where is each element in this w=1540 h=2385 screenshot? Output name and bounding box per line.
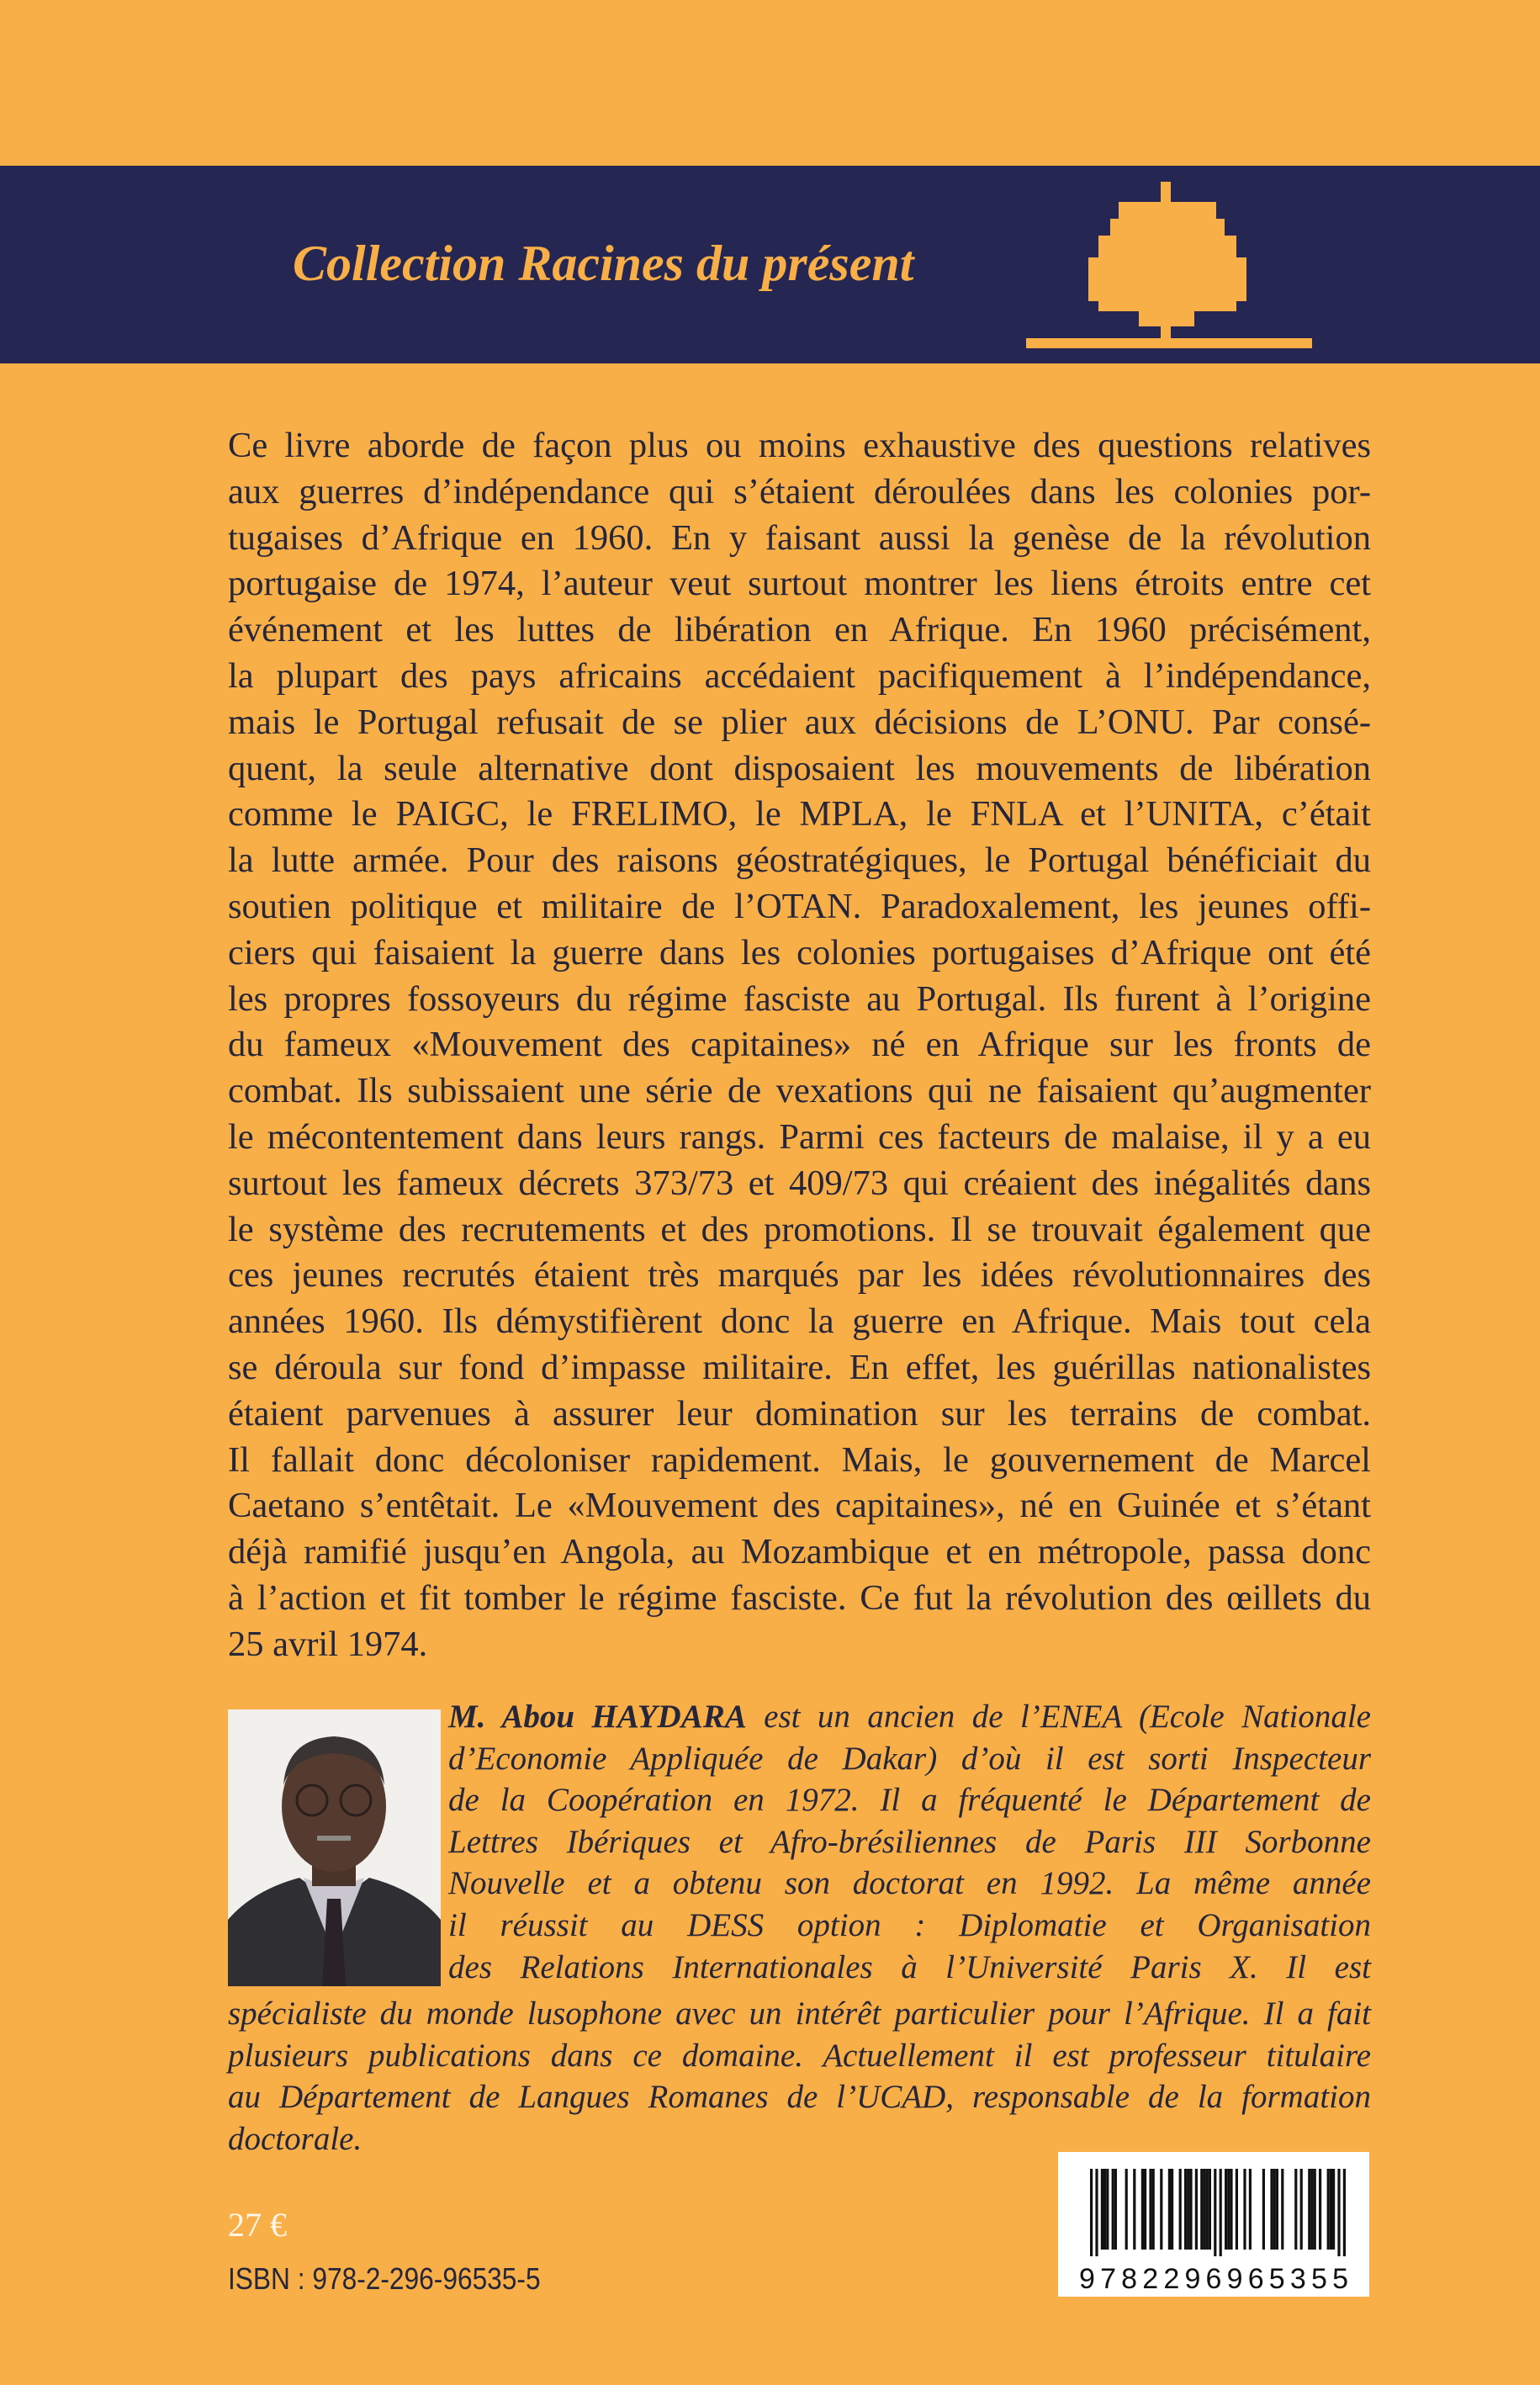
barcode-bar <box>1273 2169 1276 2250</box>
barcode-bar <box>1281 2169 1283 2250</box>
text-line: doctorale. <box>228 2120 363 2157</box>
barcode-bar <box>1262 2169 1265 2250</box>
barcode-bar <box>1144 2169 1146 2250</box>
author-name: M. Abou HAYDARA <box>448 1699 747 1735</box>
barcode-bar <box>1133 2169 1135 2250</box>
barcode-bar <box>1230 2169 1232 2250</box>
barcode-bar <box>1125 2169 1128 2250</box>
text-line: spécialiste du monde lusophone avec un intérêt particulier pour l’Afrique. Il a fait <box>228 1995 1371 2032</box>
barcode-bar <box>1227 2169 1230 2250</box>
barcode-bar <box>1106 2169 1109 2250</box>
barcode-bar <box>1189 2169 1192 2250</box>
barcode-bar <box>1294 2169 1297 2250</box>
barcode-bar <box>1206 2169 1209 2250</box>
text-line: plusieurs publications dans ce domaine. Actuellement il est professeur titulaire <box>228 2037 1371 2074</box>
barcode-bar <box>1103 2169 1106 2250</box>
text-line: quent, la seule alternative dont disposaient les mouvements de libération <box>228 748 1371 788</box>
text-line: la plupart des pays africains accédaient pacifiquement à l’indépendance, <box>228 655 1371 696</box>
author-bio-bottom <box>228 1993 1371 2160</box>
text-line: tugaises d’Afrique en 1960. En y faisant aussi la genèse de la révolution <box>228 517 1371 558</box>
tree-icon <box>1026 182 1312 350</box>
author-photo <box>228 1709 441 1986</box>
barcode-bar <box>1270 2169 1273 2250</box>
text-line: Lettres Ibériques et Afro-brésiliennes de Paris III Sorbonne <box>448 1823 1371 1860</box>
barcode-bar <box>1168 2169 1171 2250</box>
barcode-bar <box>1141 2169 1144 2250</box>
text-line: événement et les luttes de libération en Afrique. En 1960 précisément, <box>228 610 1371 650</box>
text-line: du fameux «Mouvement des capitaines» né en Afrique sur les fronts de <box>228 1025 1371 1065</box>
text-line: au Département de Langues Romanes de l’UCAD, responsable de la formation <box>228 2079 1371 2116</box>
barcode-bar <box>1171 2169 1173 2250</box>
barcode-bar <box>1214 2169 1216 2256</box>
barcode-bar <box>1184 2169 1187 2250</box>
barcode-bar <box>1101 2169 1103 2250</box>
barcode-bar <box>1343 2169 1346 2256</box>
text-line: des Relations Internationales à l’Université Paris X. Il est <box>448 1948 1371 1985</box>
barcode-bar <box>1243 2169 1246 2250</box>
barcode-bar <box>1337 2169 1340 2256</box>
bio-line <box>448 1696 1371 1738</box>
text-line: comme le PAIGC, le FRELIMO, le MPLA, le FNLA et l’UNITA, c’était <box>228 794 1371 835</box>
text-line: ciers qui faisaient la guerre dans les colonies portugaises d’Afrique ont été <box>228 932 1371 973</box>
barcode-bar <box>1332 2169 1335 2250</box>
barcode-bar <box>1310 2169 1313 2250</box>
barcode-bar <box>1330 2169 1332 2250</box>
barcode-bar <box>1152 2169 1155 2250</box>
barcode-bar <box>1314 2169 1316 2250</box>
series-title: Collection Racines du présent <box>293 236 914 291</box>
series-banner <box>0 166 1540 363</box>
text-line: se déroula sur fond d’impasse militaire. En effet, les guérillas nationalistes <box>228 1347 1371 1387</box>
text-line: soutien politique et militaire de l’OTAN. Paradoxalement, les jeunes offi- <box>228 886 1371 926</box>
barcode-bar <box>1195 2169 1198 2250</box>
barcode-bar <box>1220 2169 1222 2256</box>
text-line: Ce livre aborde de façon plus ou moins exhaustive des questions relatives <box>228 426 1371 465</box>
text-line: 25 avril 1974. <box>228 1624 428 1664</box>
text-line: d’Economie Appliquée de Dakar) d’où il est sorti Inspecteur <box>448 1740 1371 1777</box>
text-line: années 1960. Ils démystifièrent donc la guerre en Afrique. Mais tout cela <box>228 1301 1371 1342</box>
barcode-bar <box>1249 2169 1252 2250</box>
barcode-bar <box>1112 2169 1114 2250</box>
barcode-digits: 9782296965355 <box>1079 2263 1348 2295</box>
barcode-bar <box>1200 2169 1203 2250</box>
text-line: de la Coopération en 1972. Il a fréquenté le Département de <box>448 1782 1371 1819</box>
text-line: portugaise de 1974, l’auteur veut surtout montrer les liens étroits entre cet <box>228 564 1371 604</box>
barcode-bar <box>1179 2169 1182 2250</box>
book-summary <box>228 423 1371 1668</box>
text-line: le mécontentement dans leurs rangs. Parmi ces facteurs de malaise, il y a eu <box>228 1116 1371 1157</box>
author-bio-top <box>448 1696 1371 1988</box>
text-line: combat. Ils subissaient une série de vexations qui ne faisaient qu’augmenter <box>228 1071 1371 1111</box>
barcode-bar <box>1209 2169 1211 2250</box>
barcode-bar <box>1149 2169 1151 2250</box>
isbn: ISBN : 978-2-296-96535-5 <box>228 2261 541 2296</box>
text-line: Il fallait donc décoloniser rapidement. Mais, le gouvernement de Marcel <box>228 1439 1371 1480</box>
barcode-graphic <box>1058 2152 1369 2297</box>
barcode-bar <box>1090 2169 1093 2256</box>
barcode-bar <box>1095 2169 1098 2256</box>
text-line: il réussit au DESS option : Diplomatie et Organisation <box>448 1906 1371 1943</box>
text-line: surtout les fameux décrets 373/73 et 409/73 qui créaient des inégalités dans <box>228 1163 1371 1203</box>
text-line: aux guerres d’indépendance qui s’étaient déroulées dans les colonies por- <box>228 471 1371 511</box>
barcode <box>1058 2152 1369 2297</box>
barcode-bar <box>1160 2169 1162 2250</box>
barcode-bar <box>1308 2169 1310 2250</box>
text-line: le système des recrutements et des promotions. Il se trouvait également que <box>228 1209 1371 1249</box>
text-line: Caetano s’entêtait. Le «Mouvement des capitaines», né en Guinée et s’étant <box>228 1486 1371 1526</box>
barcode-bar <box>1300 2169 1303 2250</box>
bio-text: est un ancien de l’ENEA (Ecole Nationale <box>746 1699 1371 1735</box>
text-line: ces jeunes recrutés étaient très marqués par les idées révolutionnaires des <box>228 1255 1371 1296</box>
barcode-bar <box>1319 2169 1321 2250</box>
barcode-bar <box>1187 2169 1189 2250</box>
barcode-bar <box>1225 2169 1227 2250</box>
barcode-bar <box>1327 2169 1330 2250</box>
text-line: mais le Portugal refusait de se plier aux décisions de L’ONU. Par consé- <box>228 702 1371 742</box>
barcode-bar <box>1114 2169 1117 2250</box>
barcode-bar <box>1203 2169 1205 2250</box>
barcode-bar <box>1276 2169 1278 2250</box>
text-line: Nouvelle et a obtenu son doctorat en 1992. La même année <box>448 1865 1371 1902</box>
text-line: les propres fossoyeurs du régime fasciste au Portugal. Ils furent à l’origine <box>228 978 1371 1019</box>
text-line: déjà ramifié jusqu’en Angola, au Mozambique et en métropole, passa donc <box>228 1532 1371 1572</box>
text-line: la lutte armée. Pour des raisons géostratégiques, le Portugal bénéficiait du <box>228 840 1371 881</box>
barcode-bar <box>1236 2169 1238 2250</box>
price: 27 € <box>228 2206 287 2244</box>
text-line: étaient parvenues à assurer leur domination sur les terrains de combat. <box>228 1393 1371 1434</box>
text-line: à l’action et fit tomber le régime fasciste. Ce fut la révolution des œillets du <box>228 1577 1371 1618</box>
